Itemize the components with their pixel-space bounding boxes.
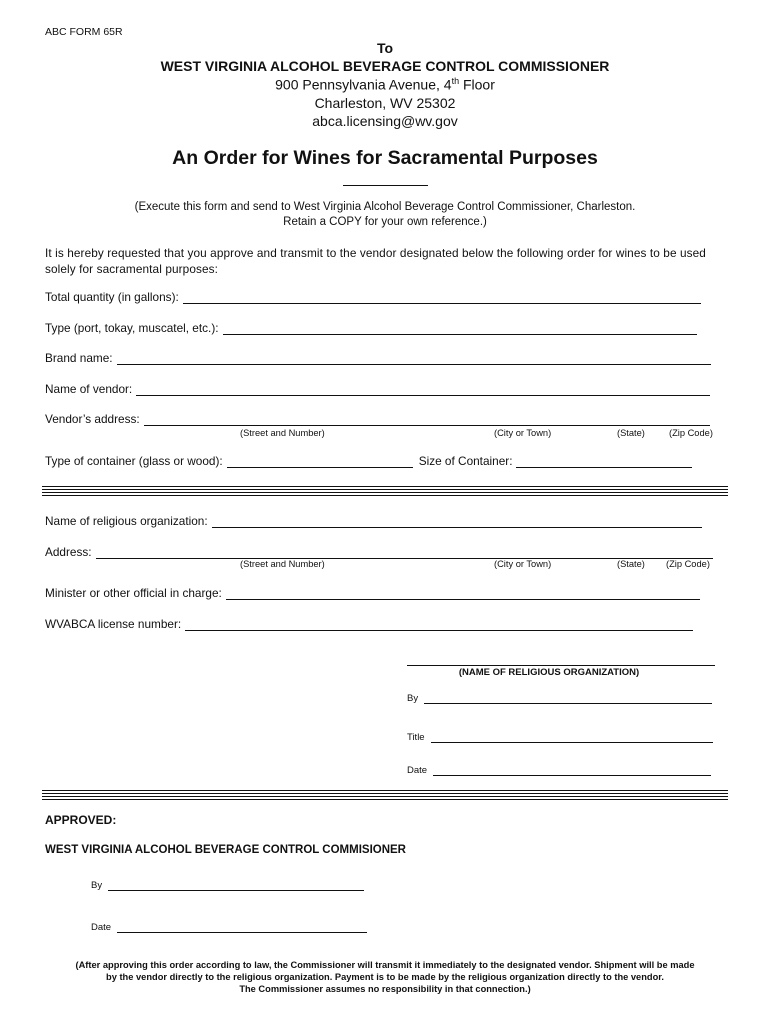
agency-address — [0, 76, 770, 93]
container-type-line[interactable] — [227, 457, 413, 468]
brand-name-line[interactable] — [117, 354, 711, 365]
container-size-label: Size of Container: — [418, 454, 513, 468]
container-type-label: Type of container (glass or wood): — [45, 454, 223, 468]
org-street-sublabel: (Street and Number) — [240, 559, 325, 569]
container-field[interactable] — [45, 454, 692, 468]
agency-name: WEST VIRGINIA ALCOHOL BEVERAGE CONTROL COMMISSIONER — [160, 58, 610, 74]
address-street: 900 Pennsylvania Avenue, 4 — [275, 76, 452, 93]
org-address-field[interactable] — [45, 545, 713, 559]
form-code: ABC FORM 65R — [45, 26, 123, 38]
total-quantity-label: Total quantity (in gallons): — [45, 290, 179, 304]
approval-date-field[interactable] — [91, 922, 367, 933]
org-title-line[interactable] — [431, 733, 713, 743]
footer-line-2: by the vendor directly to the religious organization. Payment is to be made by the religious organization directly to the vendor. — [106, 972, 664, 982]
org-city-sublabel: (City or Town) — [494, 559, 552, 569]
minister-field[interactable] — [45, 586, 700, 600]
section-divider-2 — [42, 790, 728, 800]
vendor-zip-sublabel: (Zip Code) — [669, 428, 713, 438]
vendor-city-sublabel: (City or Town) — [494, 428, 552, 438]
org-signature-line[interactable] — [407, 665, 715, 666]
container-size-line[interactable] — [516, 457, 692, 468]
license-number-field[interactable] — [45, 617, 693, 631]
instructions-line-2: Retain a COPY for your own reference.) — [283, 216, 487, 228]
vendor-address-line[interactable] — [144, 415, 710, 426]
footer-note — [40, 959, 730, 995]
org-by-field[interactable] — [407, 693, 712, 704]
intro-paragraph: It is hereby requested that you approve and transmit to the vendor designated below the following order for wines to be used solely for sacramental purposes: — [45, 246, 706, 276]
license-number-label: WVABCA license number: — [45, 617, 182, 631]
minister-line[interactable] — [226, 589, 700, 600]
to-label: To — [376, 40, 394, 56]
religious-org-line[interactable] — [212, 517, 702, 528]
instructions-line-1: (Execute this form and send to West Virginia Alcohol Beverage Control Commissioner, Charleston. — [134, 201, 636, 213]
religious-org-label: Name of religious organization: — [45, 514, 208, 528]
org-zip-sublabel: (Zip Code) — [666, 559, 710, 569]
total-quantity-field[interactable] — [45, 290, 701, 304]
section-divider-1 — [42, 486, 728, 496]
org-title-field[interactable] — [407, 732, 713, 743]
org-state-sublabel: (State) — [617, 559, 645, 569]
brand-name-field[interactable] — [45, 351, 711, 365]
wine-type-label: Type (port, tokay, muscatel, etc.): — [45, 321, 219, 335]
form-title: An Order for Wines for Sacramental Purposes — [172, 147, 598, 169]
org-address-label: Address: — [45, 545, 92, 559]
minister-label: Minister or other official in charge: — [45, 586, 222, 600]
religious-org-field[interactable] — [45, 514, 702, 528]
org-by-line[interactable] — [424, 694, 712, 704]
vendor-address-label: Vendor’s address: — [45, 412, 140, 426]
vendor-address-field[interactable] — [45, 412, 710, 426]
vendor-state-sublabel: (State) — [617, 428, 645, 438]
org-title-label: Title — [407, 732, 425, 743]
org-address-line[interactable] — [96, 548, 713, 559]
vendor-name-line[interactable] — [136, 385, 710, 396]
address-floor: Floor — [459, 76, 495, 93]
org-date-label: Date — [407, 765, 428, 776]
wine-type-line[interactable] — [223, 324, 697, 335]
approval-by-label: By — [91, 880, 103, 891]
approval-date-line[interactable] — [117, 923, 367, 933]
agency-city: Charleston, WV 25302 — [314, 95, 456, 111]
org-date-line[interactable] — [433, 766, 711, 776]
approval-by-field[interactable] — [91, 880, 364, 891]
title-underline — [343, 185, 428, 186]
approval-date-label: Date — [91, 922, 112, 933]
org-by-label: By — [407, 693, 419, 704]
total-quantity-line[interactable] — [183, 293, 701, 304]
agency-email: abca.licensing@wv.gov — [312, 113, 458, 129]
commissioner-heading: WEST VIRGINIA ALCOHOL BEVERAGE CONTROL COMMISIONER — [45, 844, 406, 856]
wine-type-field[interactable] — [45, 321, 697, 335]
org-name-caption: (NAME OF RELIGIOUS ORGANIZATION) — [458, 667, 640, 678]
vendor-name-label: Name of vendor: — [45, 382, 133, 396]
address-ordinal: th — [451, 76, 460, 86]
approved-heading: APPROVED: — [45, 813, 117, 827]
footer-line-3: The Commissioner assumes no responsibility in that connection.) — [239, 984, 531, 994]
org-date-field[interactable] — [407, 765, 711, 776]
approval-by-line[interactable] — [108, 881, 364, 891]
vendor-name-field[interactable] — [45, 382, 710, 396]
license-number-line[interactable] — [185, 620, 693, 631]
vendor-street-sublabel: (Street and Number) — [240, 428, 325, 438]
brand-name-label: Brand name: — [45, 351, 113, 365]
footer-line-1: (After approving this order according to law, the Commissioner will transmit it immediately to the designated vendor. Shipment will be made — [75, 960, 695, 970]
